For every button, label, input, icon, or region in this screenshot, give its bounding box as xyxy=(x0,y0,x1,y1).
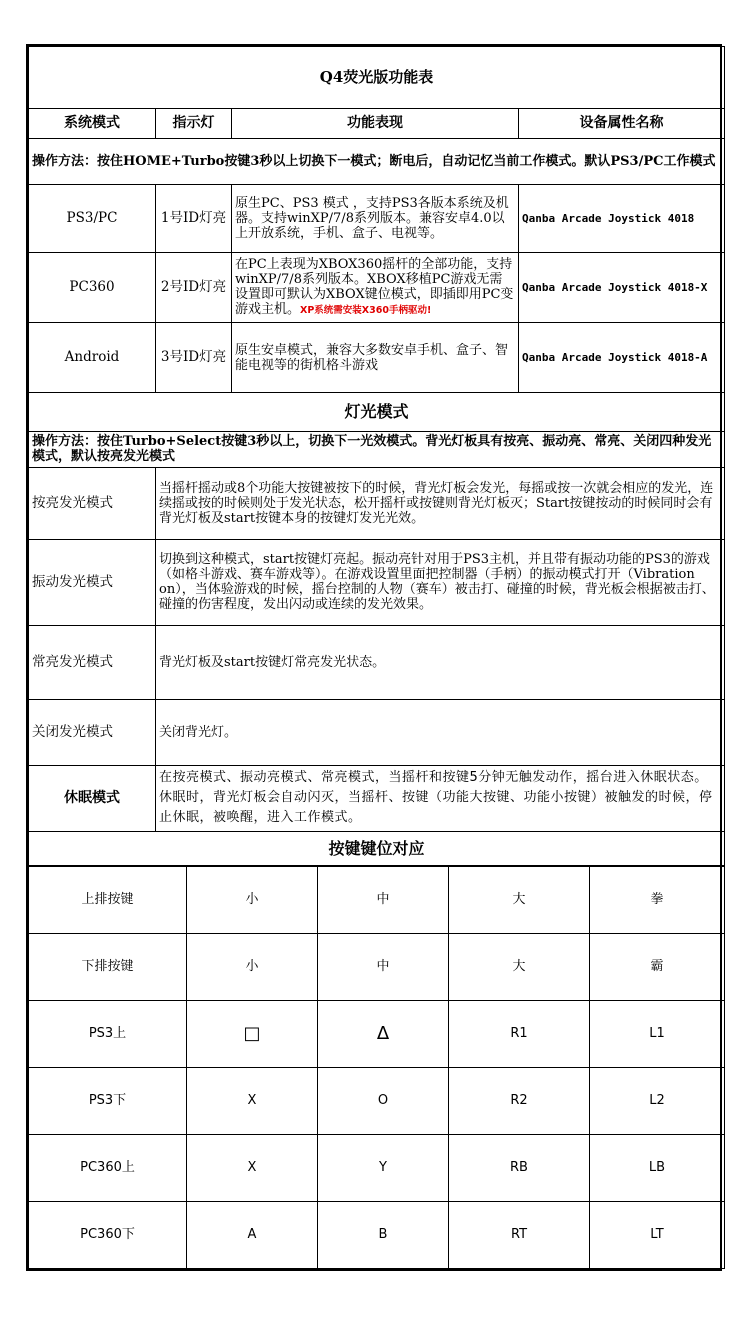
key-cell: R1 xyxy=(449,1000,590,1067)
mode-device: Qanba Arcade Joystick 4018-A xyxy=(519,323,725,393)
key-row-label: PS3上 xyxy=(29,1000,187,1067)
key-cell: L1 xyxy=(590,1000,725,1067)
key-cell: RB xyxy=(449,1134,590,1201)
header-device-name: 设备属性名称 xyxy=(519,109,725,139)
mode-desc-warning: XP系统需安装X360手柄驱动! xyxy=(300,305,432,316)
mode-desc-text: 在PC上表现为XBOX360摇杆的全部功能，支持winXP/7/8系列版本。XBOX移植PC游戏无需设置即可默认为XBOX键位模式，即插即用PC变游戏主机。 xyxy=(235,257,514,317)
sleep-mode-name: 休眠模式 xyxy=(29,765,156,831)
key-cell: 小 xyxy=(187,933,318,1000)
mode-desc: 原生安卓模式，兼容大多数安卓手机、盒子、智能电视等的街机格斗游戏 xyxy=(232,323,519,393)
key-cell: RT xyxy=(449,1201,590,1268)
key-cell: X xyxy=(187,1134,318,1201)
key-cell: R2 xyxy=(449,1067,590,1134)
key-cell: 大 xyxy=(449,866,590,933)
mode-name: Android xyxy=(29,323,156,393)
key-cell: Y xyxy=(318,1134,449,1201)
light-section-title: 灯光模式 xyxy=(29,393,725,431)
light-mode-name: 振动发光模式 xyxy=(29,539,156,625)
mode-device: Qanba Arcade Joystick 4018-X xyxy=(519,253,725,323)
sleep-mode-desc: 在按亮模式、振动亮模式、常亮模式，当摇杆和按键5分钟无触发动作，摇台进入休眠状态。休眠时，背光灯板会自动闪灭，当摇杆、按键（功能大按键、功能小按键）被触发的时候，停止休眠，被唤醒，进入工作模式。 xyxy=(156,765,725,831)
triangle-icon: Δ xyxy=(318,1000,449,1067)
key-cell: 大 xyxy=(449,933,590,1000)
header-function: 功能表现 xyxy=(232,109,519,139)
header-indicator: 指示灯 xyxy=(156,109,232,139)
page-title: Q4荧光版功能表 xyxy=(29,47,725,109)
key-cell: 拳 xyxy=(590,866,725,933)
key-cell: B xyxy=(318,1201,449,1268)
light-mode-name: 常亮发光模式 xyxy=(29,625,156,699)
modes-table xyxy=(28,46,725,393)
light-mode-name: 关闭发光模式 xyxy=(29,699,156,765)
mode-switch-note: 操作方法：按住HOME+Turbo按键3秒以上切换下一模式；断电后，自动记忆当前工作模式。默认PS3/PC工作模式 xyxy=(29,139,725,185)
key-row-label: PS3下 xyxy=(29,1067,187,1134)
keys-section-title: 按键键位对应 xyxy=(29,831,725,865)
light-table xyxy=(28,393,725,866)
key-cell: 中 xyxy=(318,933,449,1000)
key-row-label: 上排按键 xyxy=(29,866,187,933)
key-cell: L2 xyxy=(590,1067,725,1134)
key-cell: A xyxy=(187,1201,318,1268)
keys-table xyxy=(28,866,725,1269)
square-icon: □ xyxy=(187,1000,318,1067)
key-cell: X xyxy=(187,1067,318,1134)
light-mode-name: 按亮发光模式 xyxy=(29,467,156,539)
light-mode-desc: 切换到这种模式，start按键灯亮起。振动亮针对用于PS3主机，并且带有振动功能的PS3的游戏（如格斗游戏、赛车游戏等）。在游戏设置里面把控制器（手柄）的振动模式打开（Vibration on），当体验游戏的时候，摇台控制的人物（赛车）被击打、碰撞的时候，背光板会根据被击打、碰撞的伤害程度，发出闪动或连续的发光效果。 xyxy=(156,539,725,625)
key-row-label: 下排按键 xyxy=(29,933,187,1000)
header-system-mode: 系统模式 xyxy=(29,109,156,139)
mode-indicator: 2号ID灯亮 xyxy=(156,253,232,323)
light-note: 操作方法：按住Turbo+Select按键3秒以上，切换下一光效模式。背光灯板具有按亮、振动亮、常亮、关闭四种发光模式，默认按亮发光模式 xyxy=(29,431,725,467)
function-table-sheet xyxy=(26,44,722,1271)
mode-device: Qanba Arcade Joystick 4018 xyxy=(519,185,725,253)
mode-indicator: 3号ID灯亮 xyxy=(156,323,232,393)
light-mode-desc: 背光灯板及start按键灯常亮发光状态。 xyxy=(156,625,725,699)
mode-desc: 原生PC、PS3 模式 ，支持PS3各版本系统及机器。支持winXP/7/8系列版本。兼容安卓4.0以上开放系统，手机、盒子、电视等。 xyxy=(232,185,519,253)
key-cell: LT xyxy=(590,1201,725,1268)
mode-name: PC360 xyxy=(29,253,156,323)
key-cell: 霸 xyxy=(590,933,725,1000)
mode-indicator: 1号ID灯亮 xyxy=(156,185,232,253)
key-cell: O xyxy=(318,1067,449,1134)
key-cell: 小 xyxy=(187,866,318,933)
light-mode-desc: 关闭背光灯。 xyxy=(156,699,725,765)
mode-name: PS3/PC xyxy=(29,185,156,253)
key-cell: LB xyxy=(590,1134,725,1201)
mode-desc xyxy=(232,253,519,323)
key-row-label: PC360上 xyxy=(29,1134,187,1201)
light-mode-desc: 当摇杆摇动或8个功能大按键被按下的时候，背光灯板会发光，每摇或按一次就会相应的发光，连续摇或按的时候则处于发光状态，松开摇杆或按键则背光灯板灭；Start按键按动的时候同时会有背光灯板及start按键本身的按键灯发光光效。 xyxy=(156,467,725,539)
key-cell: 中 xyxy=(318,866,449,933)
key-row-label: PC360下 xyxy=(29,1201,187,1268)
